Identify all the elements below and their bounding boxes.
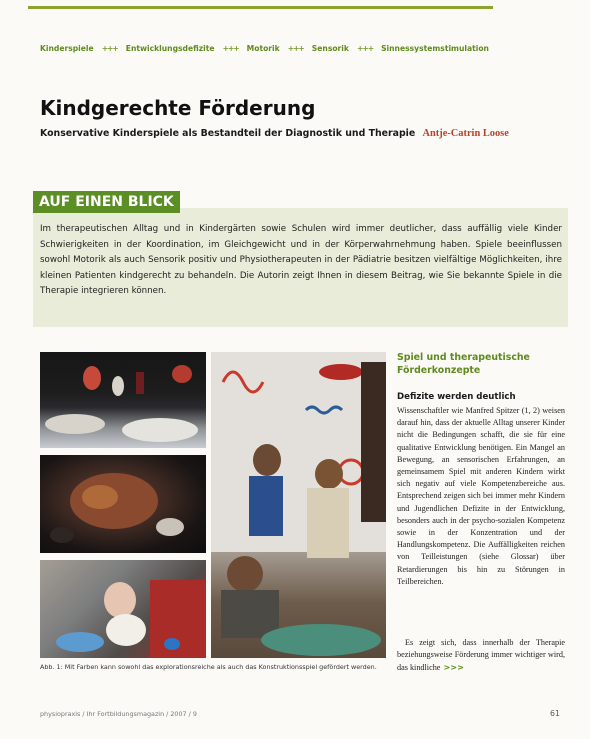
section-heading: Spiel und therapeutische Förderkonzepte: [397, 352, 530, 377]
keyword-motorik[interactable]: Motorik: [246, 44, 280, 53]
photo-painted-child: [40, 455, 206, 553]
summary-text: Im therapeutischen Alltag und in Kindergärten sowie Schulen wird immer deutlicher, dass auffällig viele Kinder Schwierigkeiten in der Koordination, im Gleichgewicht und in der Körperwahrnehmung haben. Spiele beeinflussen sowohl Motorik als auch Sensorik positiv und Physiotherapeuten in der Pädiatrie besitzen vielfältige Möglichkeiten, ihre kleinen Patienten kindgerecht zu behandeln. Die Autorin zeigt Ihnen in diesem Beitrag, wie Sie bekannte Spiele in die Therapie integrieren können.: [40, 224, 562, 297]
page-number: 61: [550, 709, 560, 718]
keyword-separator: +++: [287, 44, 304, 53]
continue-arrows: >>>: [443, 662, 465, 673]
keyword-separator: +++: [356, 44, 374, 53]
photo-children-dark-room-art: [40, 352, 206, 448]
footer-journal: physiopraxis / Ihr Fortbildungsmagazin / 2007 / 9: [40, 710, 197, 718]
keyword-separator: +++: [222, 44, 239, 53]
article-title: Kindgerechte Förderung: [40, 96, 316, 120]
photo-child-with-paint-art: [40, 560, 206, 658]
body-paragraph-1: Wissenschaftler wie Manfred Spitzer (1, 2) weisen darauf hin, dass der aktuelle Alltag unserer Kinder nicht die Bedingungen schafft, die sie für eine qualitative Entwicklung benötigen. Ein Mangel an Bewegung, an sensorischen Erfahrungen, an gemeinsamem Spiel mit anderen Kindern wirkt sich negativ auf viele Kompetenzbereiche aus. Entsprechend zeigen sich bei immer mehr Kindern und Jugendlichen Defizite in der Entwicklung, besonders auch in der psycho-sozialen Kompetenz sowie in der Konzentration und der Handlungskompetenz. Die Auffälligkeiten reichen von Teilleistungen (siehe Glossar) über Retardierungen bis hin zu Störungen in Teilbereichen.: [397, 406, 565, 586]
photo-children-dark-room: [40, 352, 206, 448]
article-author: Antje-Catrin Loose: [422, 128, 509, 139]
keyword-entwicklungsdefizite[interactable]: Entwicklungsdefizite: [125, 44, 215, 53]
photo-children-painting-wall-art: [211, 352, 386, 658]
keyword-sensorik[interactable]: Sensorik: [311, 44, 349, 53]
photo-children-painting-wall: [211, 352, 386, 658]
summary-tag: AUF EINEN BLICK: [33, 191, 180, 213]
body-paragraph-2-text: Es zeigt sich, dass innerhalb der Therapie beziehungsweise Förderung immer wichtiger wird, das kindliche: [397, 638, 565, 673]
keyword-kinderspiele[interactable]: Kinderspiele: [40, 44, 94, 53]
article-subtitle-line: [40, 128, 509, 139]
body-paragraph-2: [397, 637, 565, 675]
photo-child-with-paint: [40, 560, 206, 658]
figure-caption: Abb. 1: Mit Farben kann sowohl das explorationsreiche als auch das Konstruktionsspiel gefördert werden.: [40, 663, 377, 671]
keyword-breadcrumb: [40, 44, 489, 53]
top-rule: [28, 6, 493, 9]
section-subheading: Defizite werden deutlich: [397, 392, 516, 402]
keyword-sinnessystemstimulation[interactable]: Sinnessystemstimulation: [381, 44, 489, 53]
keyword-separator: +++: [101, 44, 118, 53]
article-subtitle: Konservative Kinderspiele als Bestandteil der Diagnostik und Therapie: [40, 128, 416, 139]
photo-painted-child-art: [40, 455, 206, 553]
